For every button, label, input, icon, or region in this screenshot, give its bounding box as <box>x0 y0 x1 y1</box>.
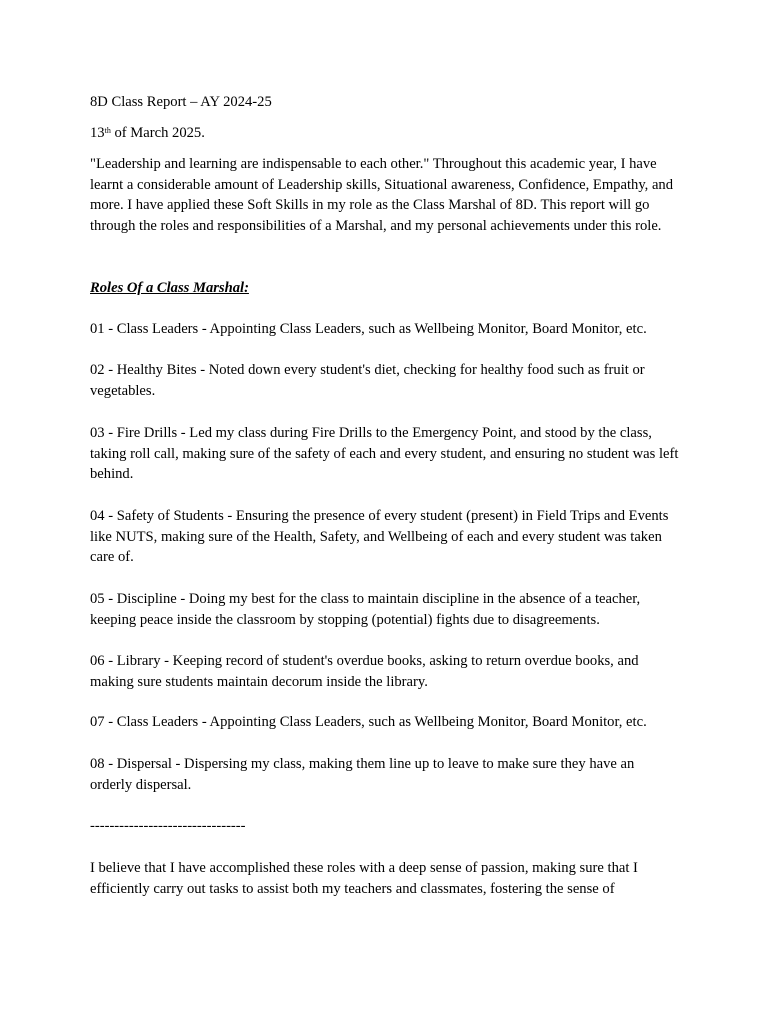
role-item-01: 01 - Class Leaders - Appointing Class Leaders, such as Wellbeing Monitor, Board Monitor, etc. <box>90 321 647 337</box>
closing-paragraph: I believe that I have accomplished these roles with a deep sense of passion, making sure that I efficiently carry out tasks to assist both my teachers and classmates, fostering the sense of <box>90 860 638 897</box>
separator-line: -------------------------------- <box>90 818 246 834</box>
report-title: 8D Class Report – AY 2024-25 <box>90 94 272 110</box>
role-item-03: 03 - Fire Drills - Led my class during Fire Drills to the Emergency Point, and stood by the class, taking roll call, making sure of the safety of each and every student, and ensuring no student was left behind. <box>90 425 679 483</box>
date-suffix: th <box>104 126 111 135</box>
role-item-07: 07 - Class Leaders - Appointing Class Leaders, such as Wellbeing Monitor, Board Monitor, etc. <box>90 714 647 730</box>
intro-paragraph: "Leadership and learning are indispensable to each other." Throughout this academic year, I have learnt a considerable amount of Leadership skills, Situational awareness, Confidence, Empathy, and more. I have applied these Soft Skills in my role as the Class Marshal of 8D. This report will go through the roles and responsibilities of a Marshal, and my personal achievements under this role. <box>90 156 674 235</box>
role-item-04: 04 - Safety of Students - Ensuring the presence of every student (present) in Field Trips and Events like NUTS, making sure of the Health, Safety, and Wellbeing of each and every student was taken care of. <box>90 508 669 566</box>
role-item-02: 02 - Healthy Bites - Noted down every student's diet, checking for healthy food such as fruit or vegetables. <box>90 362 645 399</box>
date-day: 13 <box>90 125 105 141</box>
roles-heading: Roles Of a Class Marshal: <box>90 280 249 296</box>
report-date <box>90 123 690 144</box>
role-item-06: 06 - Library - Keeping record of student's overdue books, asking to return overdue books, and making sure students maintain decorum inside the library. <box>90 653 639 690</box>
role-item-05: 05 - Discipline - Doing my best for the class to maintain discipline in the absence of a teacher, keeping peace inside the classroom by stopping (potential) fights due to disagreements. <box>90 591 641 628</box>
role-item-08: 08 - Dispersal - Dispersing my class, making them line up to leave to make sure they have an orderly dispersal. <box>90 756 635 793</box>
date-rest: of March 2025. <box>110 125 205 141</box>
